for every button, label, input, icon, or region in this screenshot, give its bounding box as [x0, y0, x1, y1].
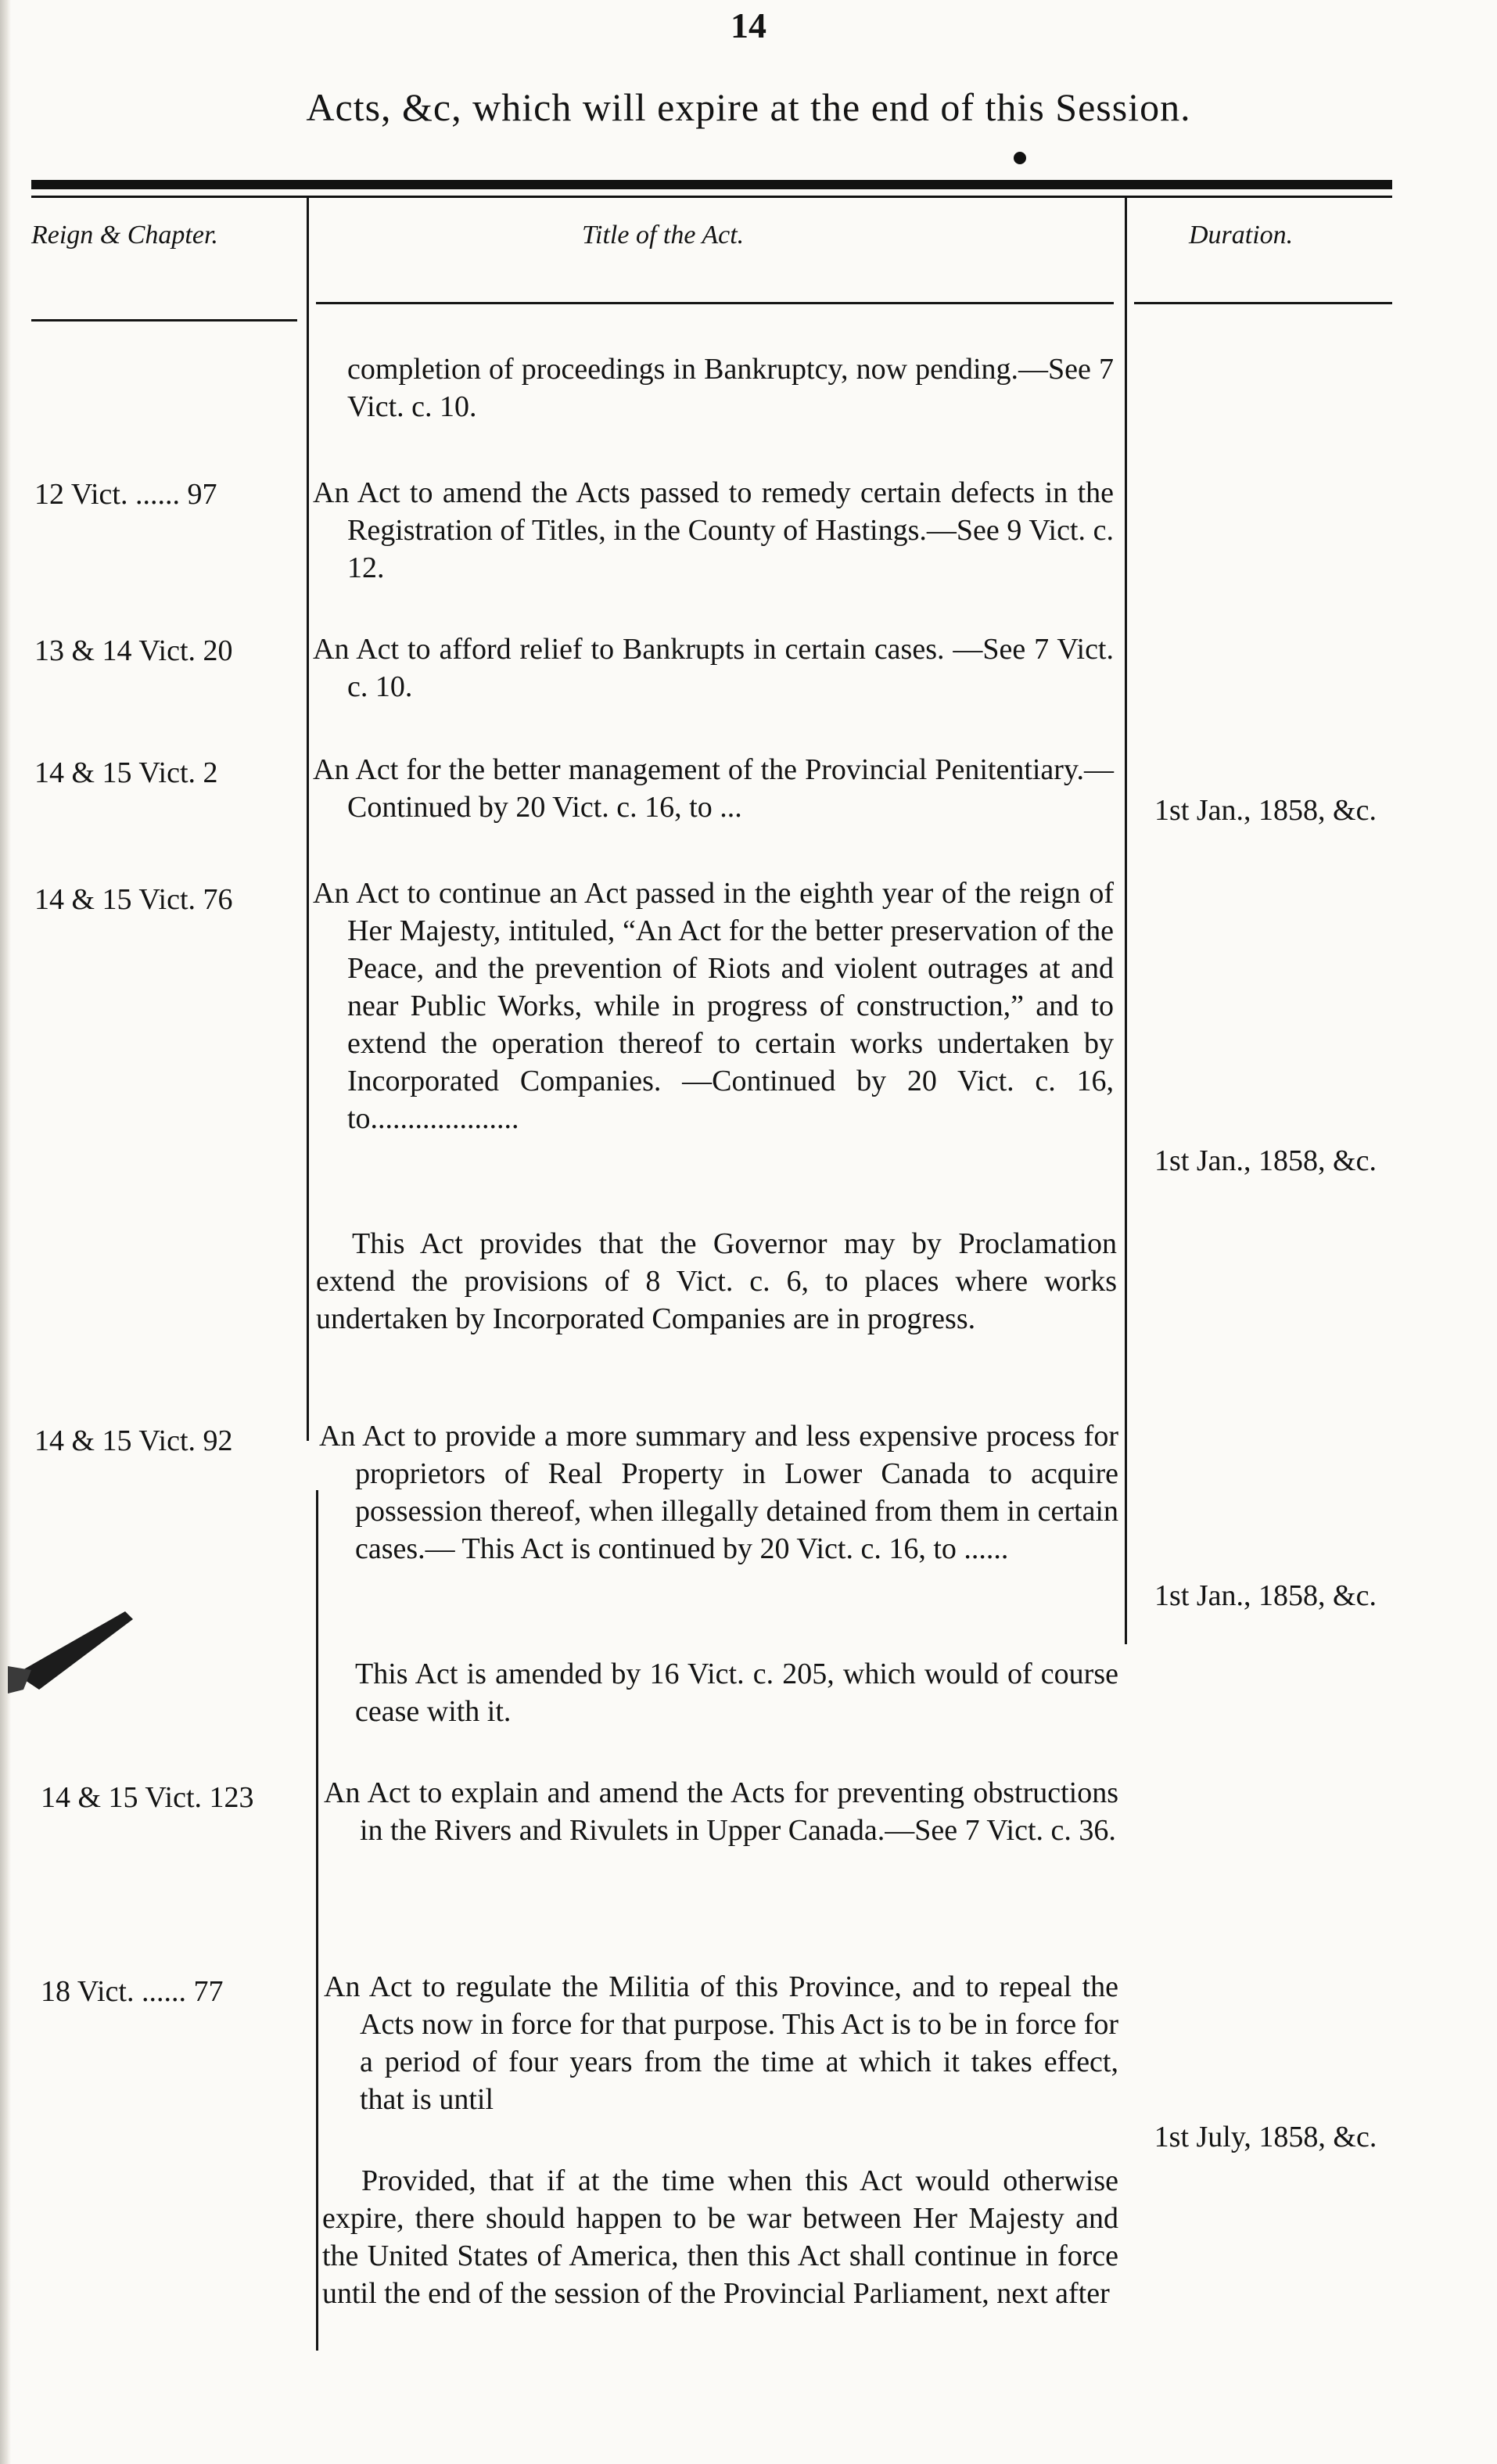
header-rule-thin [31, 196, 1392, 198]
reign-chapter: 18 Vict. ...... 77 [41, 1975, 224, 2008]
act-title: An Act for the better management of the Provincial Penitentiary.—Continued by 20 Vict. c. 16, to ... [313, 753, 1114, 824]
column-header-title: Title of the Act. [582, 221, 745, 250]
act-title: An Act to regulate the Militia of this Province, and to repeal the Acts now in force for that purpose. This Act is to be in force for a period of four years from the time at which it takes effect, that is until [324, 1970, 1118, 2116]
act-title: An Act to provide a more summary and less expensive process for proprietors of Real Property in Lower Canada to acquire possession thereof, when illegally detained from them in certain cases.— This Act is continued by 20 Vict. c. 16, to ...... [319, 1420, 1118, 1565]
act-note: Provided, that if at the time when this Act would otherwise expire, there should happen to be war between Her Majesty and the United States of America, then this Act shall continue in force until the end of the session of the Provincial Parliament, next after [322, 2164, 1118, 2310]
act-note: This Act provides that the Governor may by Proclamation extend the provisions of 8 Vict. c. 6, to places where works undertaken by Incorporated Companies are in progress. [316, 1227, 1117, 1335]
duration-value: 1st Jan., 1858, &c. [1154, 794, 1377, 827]
duration-value: 1st Jan., 1858, &c. [1154, 1144, 1377, 1177]
reign-chapter: 14 & 15 Vict. 123 [41, 1781, 254, 1814]
column-divider-left-lower [316, 1490, 318, 2351]
column-divider-right [1125, 197, 1127, 1644]
header-rule-thick [31, 180, 1392, 189]
reign-chapter: 12 Vict. ...... 97 [34, 478, 217, 511]
reign-chapter: 13 & 14 Vict. 20 [34, 634, 233, 667]
act-title: An Act to afford relief to Bankrupts in certain cases. —See 7 Vict. c. 10. [313, 633, 1114, 703]
printer-dot [1014, 152, 1026, 164]
act-title: An Act to continue an Act passed in the eighth year of the reign of Her Majesty, intituled, “An Act for the better preservation of the Peace, and the prevention of Riots and violent outrages at and near Public Works, while in progress of construction,” and to extend the operation thereof to certain works undertaken by Incorporated Companies. —Continued by 20 Vict. c. 16, to.................... [313, 877, 1114, 1135]
ink-blot-mark [8, 1604, 141, 1697]
duration-value: 1st July, 1858, &c. [1154, 2121, 1377, 2153]
duration-value: 1st Jan., 1858, &c. [1154, 1579, 1377, 1612]
running-title: Acts, &c, which will expire at the end of this Session. [306, 85, 1191, 129]
duration-header-underline [1134, 302, 1392, 304]
column-header-reign: Reign & Chapter. [31, 221, 218, 250]
act-title: An Act to explain and amend the Acts for preventing obstructions in the Rivers and Rivulets in Upper Canada.—See 7 Vict. c. 36. [324, 1776, 1118, 1847]
act-title: An Act to amend the Acts passed to remedy certain defects in the Registration of Titles, in the County of Hastings.—See 9 Vict. c. 12. [313, 476, 1114, 584]
scanned-page-edge [0, 0, 11, 2464]
column-divider-left [307, 197, 309, 1441]
act-title: completion of proceedings in Bankruptcy, now pending.—See 7 Vict. c. 10. [347, 353, 1114, 423]
reign-chapter: 14 & 15 Vict. 76 [34, 883, 233, 916]
reign-header-underline [31, 319, 297, 321]
title-header-underline [316, 302, 1114, 304]
column-header-duration: Duration. [1189, 221, 1294, 250]
reign-chapter: 14 & 15 Vict. 2 [34, 756, 218, 789]
act-note: This Act is amended by 16 Vict. c. 205, which would of course cease with it. [355, 1658, 1118, 1728]
page-number: 14 [731, 5, 766, 45]
reign-chapter: 14 & 15 Vict. 92 [34, 1424, 233, 1457]
